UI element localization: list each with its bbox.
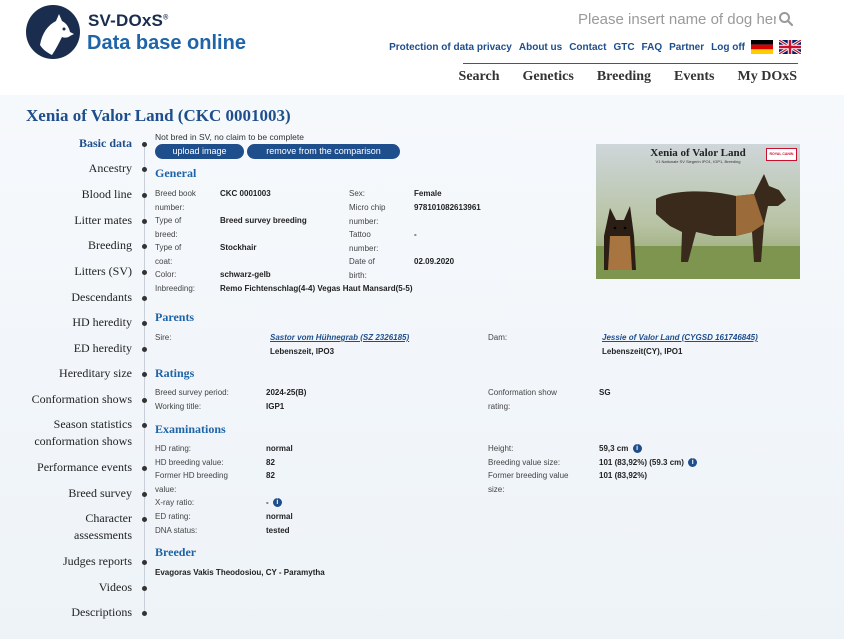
- sidebar-dot: [142, 347, 147, 352]
- sidebar-dot: [142, 193, 147, 198]
- hd-breeding-value-label: HD breeding value:: [155, 458, 224, 467]
- ed-rating-value: normal: [266, 512, 293, 521]
- page-title: Xenia of Valor Land (CKC 0001003): [26, 106, 291, 125]
- breed-book-value: CKC 0001003: [220, 189, 271, 198]
- sidebar-item-hd-heredity[interactable]: HD heredity: [72, 315, 132, 329]
- section-heading-parents: Parents: [155, 310, 195, 324]
- dogs-illustration: [596, 144, 800, 279]
- sidebar-item-descriptions[interactable]: Descriptions: [71, 605, 132, 619]
- coat-type-label: Type of coat:: [155, 243, 182, 266]
- site-header: [0, 0, 844, 95]
- sidebar-item-basic-data[interactable]: Basic data: [78, 136, 132, 150]
- inbreeding-label: Inbreeding:: [155, 284, 196, 293]
- sidebar-item-descendants[interactable]: Descendants: [71, 290, 132, 304]
- link-contact[interactable]: Contact: [569, 41, 607, 53]
- link-logoff[interactable]: Log off: [711, 41, 745, 53]
- sidebar-item-judges-reports[interactable]: Judges reports: [63, 554, 132, 568]
- sidebar-dot: [142, 586, 147, 591]
- breeder-name: Evagoras Vakis Theodosiou, CY - Paramytha: [155, 568, 325, 577]
- former-breeding-value: 101 (83,92%): [599, 471, 648, 480]
- sidebar-dot: [142, 517, 147, 522]
- inbreeding-value: Remo Fichtenschlag(4-4) Vegas Haut Mansard(5-5): [220, 284, 413, 293]
- dog-photo[interactable]: [596, 144, 800, 279]
- sidebar-dot: [142, 560, 147, 565]
- sidebar-dot: [142, 321, 147, 326]
- logo-subtitle: Data base online: [87, 32, 246, 54]
- nav-search[interactable]: Search: [458, 69, 500, 84]
- sidebar-item-season-statistics[interactable]: Season statistics conformation shows: [34, 417, 132, 448]
- main-nav: [436, 69, 797, 85]
- xray-ratio-value: - i: [266, 496, 282, 510]
- section-heading-breeder: Breeder: [155, 545, 197, 559]
- birth-date-label: Date of birth:: [349, 257, 375, 280]
- link-about[interactable]: About us: [518, 41, 563, 53]
- sire-link[interactable]: Sastor vom Hühnegrab (SZ 2326185): [270, 333, 410, 342]
- sidebar-item-conformation-shows[interactable]: Conformation shows: [31, 392, 132, 406]
- search-box: [560, 6, 806, 32]
- hd-rating-label: HD rating:: [155, 444, 192, 453]
- breeding-value-size-label: Breeding value size:: [488, 458, 561, 467]
- top-links: [382, 40, 801, 54]
- sidebar-item-character-assessments[interactable]: Character assessments: [74, 511, 132, 542]
- breed-book-label: Breed book number:: [155, 189, 196, 212]
- sire-label: Sire:: [155, 333, 172, 342]
- sidebar-item-litters[interactable]: Litters (SV): [74, 264, 132, 278]
- section-heading-general: General: [155, 166, 197, 180]
- color-value: schwarz-gelb: [220, 270, 271, 279]
- microchip-value: 978101082613961: [414, 203, 481, 212]
- not-bred-note: Not bred in SV, no claim to be complete: [155, 132, 304, 142]
- sidebar-dot: [142, 270, 147, 275]
- sidebar-item-ancestry[interactable]: Ancestry: [88, 161, 132, 175]
- height-value: 59,3 cm i: [599, 442, 642, 456]
- breed-survey-period-value: 2024-25(B): [266, 388, 307, 397]
- german-flag-icon[interactable]: [751, 40, 773, 54]
- photo-title: Xenia of Valor Land: [650, 147, 746, 159]
- sidebar-item-ed-heredity[interactable]: ED heredity: [73, 341, 132, 355]
- sidebar-item-blood-line[interactable]: Blood line: [81, 187, 132, 201]
- dam-link[interactable]: Jessie of Valor Land (CYGSD 161746845): [602, 333, 758, 342]
- link-privacy[interactable]: Protection of data privacy: [389, 41, 512, 53]
- hd-breeding-value: 82: [266, 458, 275, 467]
- former-hd-value: 82: [266, 471, 275, 480]
- working-title-value: IGP1: [266, 402, 285, 411]
- color-label: Color:: [155, 270, 177, 279]
- sidebar-dot: [142, 167, 147, 172]
- sidebar-dot: [142, 296, 147, 301]
- section-heading-ratings: Ratings: [155, 366, 195, 380]
- info-icon[interactable]: i: [273, 498, 282, 507]
- sidebar-item-videos[interactable]: Videos: [98, 580, 132, 594]
- nav-genetics[interactable]: Genetics: [522, 69, 574, 84]
- sidebar-dot: [142, 423, 147, 428]
- height-label: Height:: [488, 444, 514, 453]
- nav-events[interactable]: Events: [674, 69, 715, 84]
- section-heading-examinations: Examinations: [155, 422, 226, 436]
- remove-comparison-button[interactable]: remove from the comparison: [247, 144, 400, 159]
- tattoo-label: Tattoo number:: [349, 230, 379, 253]
- sidebar-item-breeding[interactable]: Breeding: [88, 238, 132, 252]
- sidebar-dot: [142, 492, 147, 497]
- dna-status-value: tested: [266, 526, 290, 535]
- working-title-label: Working title:: [155, 402, 202, 411]
- dog-detail-page: [0, 95, 844, 639]
- microchip-label: Micro chip number:: [349, 203, 386, 226]
- uk-flag-icon[interactable]: [779, 40, 801, 54]
- breed-survey-period-label: Breed survey period:: [155, 388, 229, 397]
- info-icon[interactable]: i: [633, 444, 642, 453]
- logo-brand-text: SV-DOxS®: [88, 11, 169, 30]
- sidebar-dot: [142, 142, 147, 147]
- nav-my-doxs[interactable]: My DOxS: [737, 69, 797, 84]
- link-gtc[interactable]: GTC: [613, 41, 635, 53]
- upload-image-button[interactable]: upload image: [155, 144, 244, 159]
- breed-type-value: Breed survey breeding: [220, 216, 307, 225]
- nav-breeding[interactable]: Breeding: [596, 69, 652, 84]
- dam-label: Dam:: [488, 333, 508, 342]
- sidebar-timeline: [144, 145, 145, 615]
- birth-date-value: 02.09.2020: [414, 257, 455, 266]
- coat-type-value: Stockhair: [220, 243, 257, 252]
- hd-rating-value: normal: [266, 444, 293, 453]
- sidebar-dot: [142, 372, 147, 377]
- sex-label: Sex:: [349, 189, 366, 198]
- ed-rating-label: ED rating:: [155, 512, 191, 521]
- dog-search-input[interactable]: [560, 6, 776, 32]
- sidebar-item-breed-survey[interactable]: Breed survey: [68, 486, 132, 500]
- link-faq[interactable]: FAQ: [641, 41, 663, 53]
- sidebar-dot: [142, 611, 147, 616]
- tattoo-value: -: [414, 230, 417, 239]
- sidebar-item-hereditary-size[interactable]: Hereditary size: [59, 366, 132, 380]
- breed-type-label: Type of breed:: [155, 216, 182, 239]
- sire-info: Lebenszeit, IPO3: [270, 347, 335, 356]
- nav-divider: [463, 63, 798, 64]
- logo-dog-icon: [26, 5, 80, 59]
- former-hd-label: Former HD breeding value:: [155, 471, 228, 494]
- sidebar-dot: [142, 219, 147, 224]
- breeding-value-size-value: 101 (83,92%) (59.3 cm) i: [599, 456, 697, 470]
- sponsor-badge: ROYAL CANIN: [766, 148, 797, 161]
- dna-status-label: DNA status:: [155, 526, 198, 535]
- site-logo[interactable]: [26, 5, 256, 60]
- sidebar-dot: [142, 398, 147, 403]
- photo-subtitle: V1 Nationale SV Siegerin IPO1, IGP1, Breeding: [655, 159, 741, 164]
- sidebar-item-performance-events[interactable]: Performance events: [37, 460, 132, 474]
- show-rating-label: Conformation show rating:: [488, 388, 557, 411]
- sex-value: Female: [414, 189, 442, 198]
- show-rating-value: SG: [599, 388, 611, 397]
- sidebar-dot: [142, 244, 147, 249]
- info-icon[interactable]: i: [688, 458, 697, 467]
- former-breeding-value-label: Former breeding value size:: [488, 471, 569, 494]
- xray-ratio-label: X-ray ratio:: [155, 498, 195, 507]
- dam-info: Lebenszeit(CY), IPO1: [602, 347, 683, 356]
- search-icon[interactable]: [778, 11, 794, 27]
- sidebar-dot: [142, 466, 147, 471]
- link-partner[interactable]: Partner: [669, 41, 705, 53]
- sidebar-item-litter-mates[interactable]: Litter mates: [74, 213, 132, 227]
